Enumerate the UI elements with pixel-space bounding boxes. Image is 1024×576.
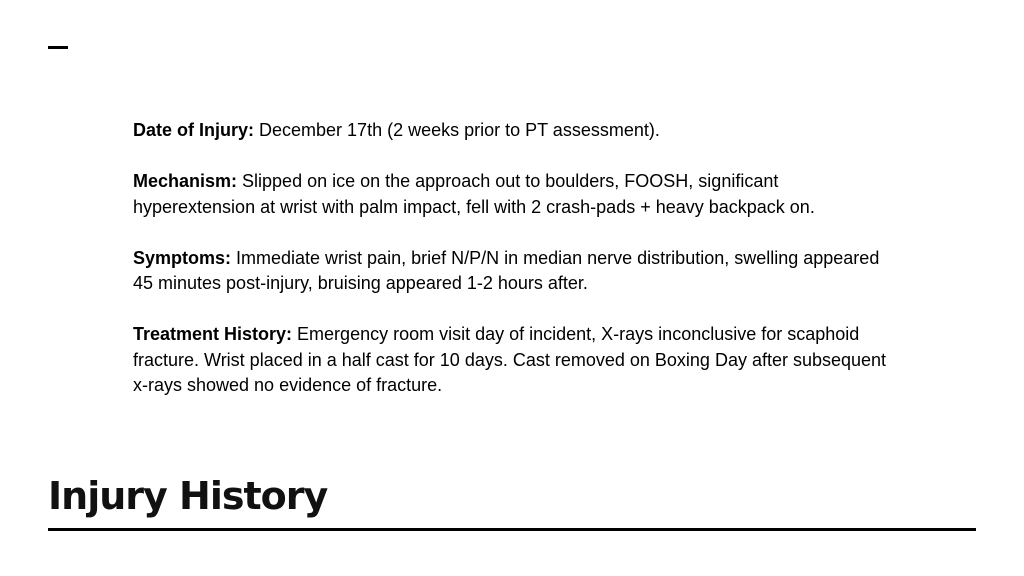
section-mechanism [133,169,893,220]
title-underline [48,528,976,531]
section-symptoms [133,246,893,297]
top-dash-decoration [48,46,68,49]
slide-title: Injury History [48,474,328,518]
section-text: Slipped on ice on the approach out to boulders, FOOSH, significant hyperextension at wrist with palm impact, fell with 2 crash-pads + heavy backpack on. [133,171,815,217]
section-date-of-injury [133,118,893,144]
section-label: Treatment History: [133,324,293,344]
slide-body [133,118,893,399]
section-text: Immediate wrist pain, brief N/P/N in median nerve distribution, swelling appeared 45 minutes post-injury, bruising appeared 1-2 hours after. [133,247,880,293]
section-label: Date of Injury: [133,120,255,140]
section-text: Emergency room visit day of incident, X-rays inconclusive for scaphoid fracture. Wrist placed in a half cast for 10 days. Cast removed on Boxing Day after subsequent x-rays showed no evidence of fracture. [133,324,887,395]
section-text: December 17th (2 weeks prior to PT assessment). [254,120,660,140]
section-treatment-history [133,322,893,399]
section-label: Mechanism: [133,171,238,191]
section-label: Symptoms: [133,247,232,268]
